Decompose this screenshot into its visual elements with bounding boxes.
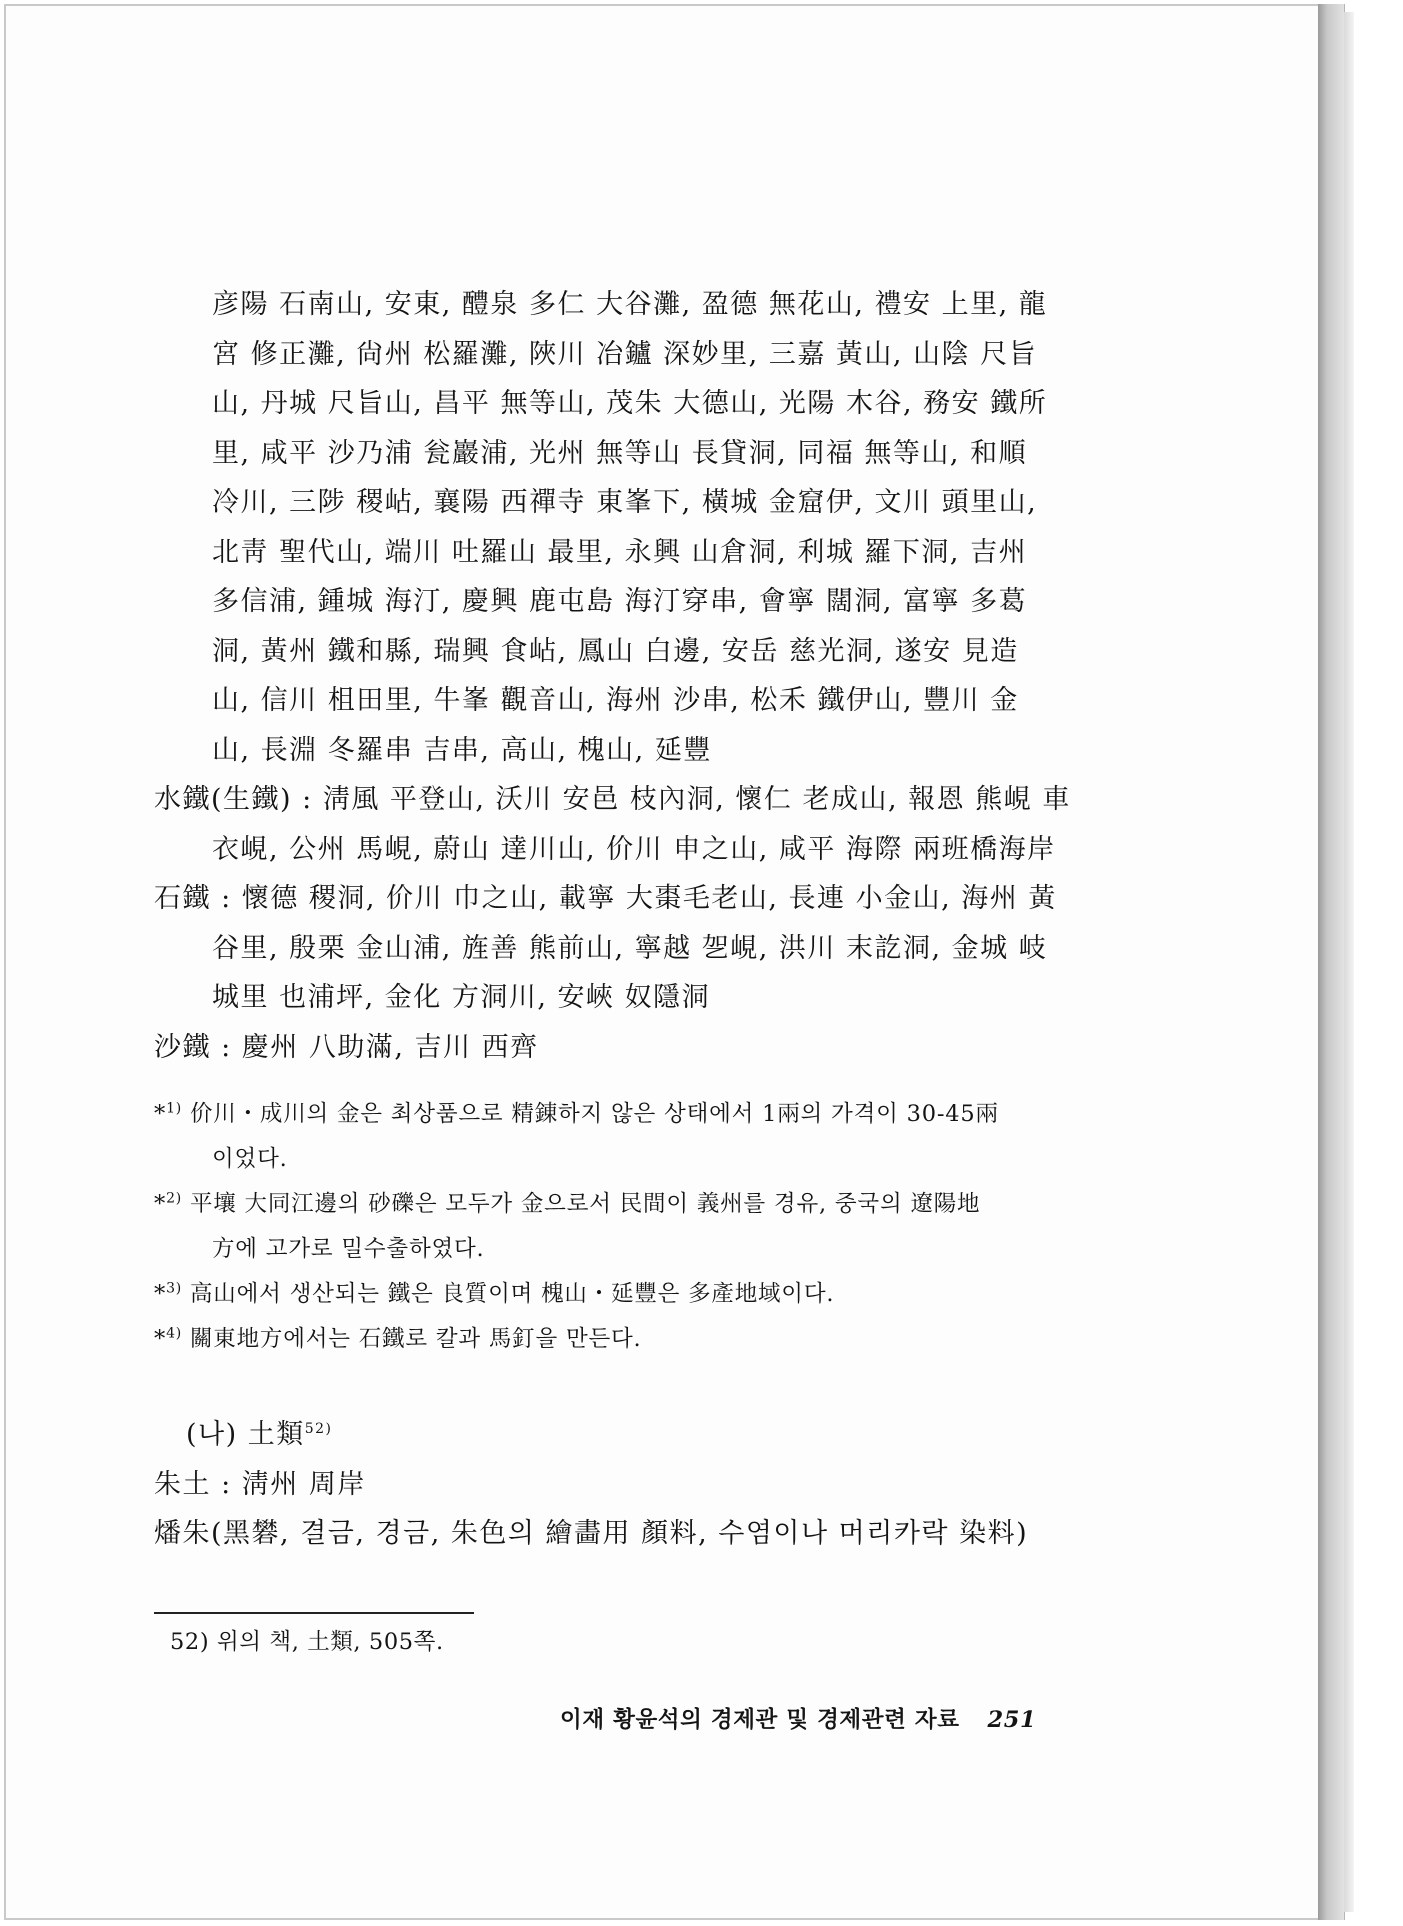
- page-stack-edge: [1318, 4, 1345, 1920]
- note-number: 4): [166, 1325, 183, 1342]
- running-title: 이재 황윤석의 경제관 및 경제관련 자료: [560, 1707, 960, 1733]
- section-heading-footnote-ref: 52): [304, 1421, 333, 1437]
- note-number: 1): [166, 1100, 183, 1117]
- note-item: [154, 1317, 1104, 1362]
- note-continuation: 이었다.: [212, 1146, 288, 1172]
- text-line: 山, 長淵 冬羅串 吉串, 高山, 槐山, 延豐: [212, 734, 712, 766]
- text-line: 彦陽 石南山, 安東, 醴泉 多仁 大谷灘, 盈德 無花山, 禮安 上里, 龍: [212, 289, 1048, 320]
- note-mark: *: [154, 1101, 167, 1127]
- running-footer: [560, 1700, 1036, 1740]
- text-line: 洞, 黃州 鐵和縣, 瑞興 食岾, 鳳山 白邊, 安岳 慈光洞, 遂安 見造: [212, 635, 1019, 667]
- text-line-entry: 水鐵(生鐵) : 淸風 平登山, 沃川 安邑 枝內洞, 懷仁 老成山, 報恩 熊峴 車: [154, 784, 1071, 815]
- section-soil: [154, 1410, 1104, 1559]
- note-text: 關東地方에서는 石鐵로 칼과 馬釘을 만든다.: [190, 1326, 642, 1352]
- text-line: 谷里, 殷栗 金山浦, 旌善 熊前山, 寧越 乫峴, 洪川 末訖洞, 金城 岐: [212, 932, 1048, 964]
- text-line: 冷川, 三陟 稷岾, 襄陽 西禪寺 東峯下, 橫城 金窟伊, 文川 頭里山,: [212, 487, 1038, 518]
- page-number: 251: [987, 1707, 1037, 1733]
- note-item: [154, 1182, 1104, 1227]
- notes-list: [154, 1092, 1104, 1362]
- footnote-divider: [154, 1612, 474, 1614]
- note-text: 价川・成川의 金은 최상품으로 精錬하지 않은 상태에서 1兩의 가격이 30-45兩: [190, 1101, 999, 1127]
- note-item: [154, 1272, 1104, 1317]
- note-number: 3): [166, 1280, 183, 1297]
- text-line: 衣峴, 公州 馬峴, 蔚山 達川山, 价川 申之山, 咸平 海際 兩班橋海岸: [212, 833, 1056, 865]
- main-text: [154, 280, 1104, 1072]
- section-heading: [154, 1410, 1104, 1460]
- text-line: 山, 信川 柤田里, 牛峯 觀音山, 海州 沙串, 松禾 鐵伊山, 豐川 金: [212, 685, 1019, 716]
- note-mark: *: [154, 1191, 167, 1217]
- text-line: 山, 丹城 尺旨山, 昌平 無等山, 茂朱 大德山, 光陽 木谷, 務安 鐵所: [212, 388, 1048, 419]
- note-text: 平壤 大同江邊의 砂礫은 모두가 金으로서 民間이 義州를 경유, 중국의 遼陽地: [190, 1191, 981, 1217]
- text-line: 城里 也浦坪, 金化 方洞川, 安峽 奴隱洞: [212, 982, 711, 1013]
- footnote: 52) 위의 책, 土類, 505쪽.: [170, 1629, 444, 1655]
- note-item: [154, 1092, 1104, 1137]
- note-text: 高山에서 생산되는 鐵은 良質이며 槐山・延豐은 多產地域이다.: [190, 1281, 835, 1307]
- text-line: 宮 修正灘, 尙州 松羅灘, 陜川 冶鑪 深妙里, 三嘉 黃山, 山陰 尺旨: [212, 338, 1038, 370]
- note-continuation: 方에 고가로 밀수출하였다.: [212, 1236, 485, 1262]
- text-line-entry: 石鐵 : 懷德 稷洞, 价川 巾之山, 載寧 大棗毛老山, 長連 小金山, 海州 黃: [154, 883, 1057, 914]
- note-mark: *: [154, 1281, 167, 1307]
- text-line-entry: 朱土 : 淸州 周岸: [154, 1468, 366, 1500]
- section-heading-text: (나) 土類: [186, 1419, 305, 1450]
- text-line: 里, 咸平 沙乃浦 瓮巖浦, 光州 無等山 長貸洞, 同福 無等山, 和順: [212, 437, 1028, 469]
- page-stack-shadow: [1344, 12, 1354, 1912]
- text-line-entry: 燔朱(黑礬, 결금, 경금, 朱色의 繪畵用 顏料, 수염이나 머리카락 染料): [154, 1518, 1029, 1549]
- text-line: 多信浦, 鍾城 海汀, 慶興 鹿屯島 海汀穿串, 會寧 闊洞, 富寧 多葛: [212, 586, 1028, 617]
- text-line-entry: 沙鐵 : 慶州 八助滿, 吉川 西齊: [154, 1031, 539, 1063]
- note-number: 2): [166, 1190, 183, 1207]
- note-mark: *: [154, 1326, 167, 1352]
- text-line: 北靑 聖代山, 端川 吐羅山 最里, 永興 山倉洞, 利城 羅下洞, 吉州: [212, 536, 1028, 568]
